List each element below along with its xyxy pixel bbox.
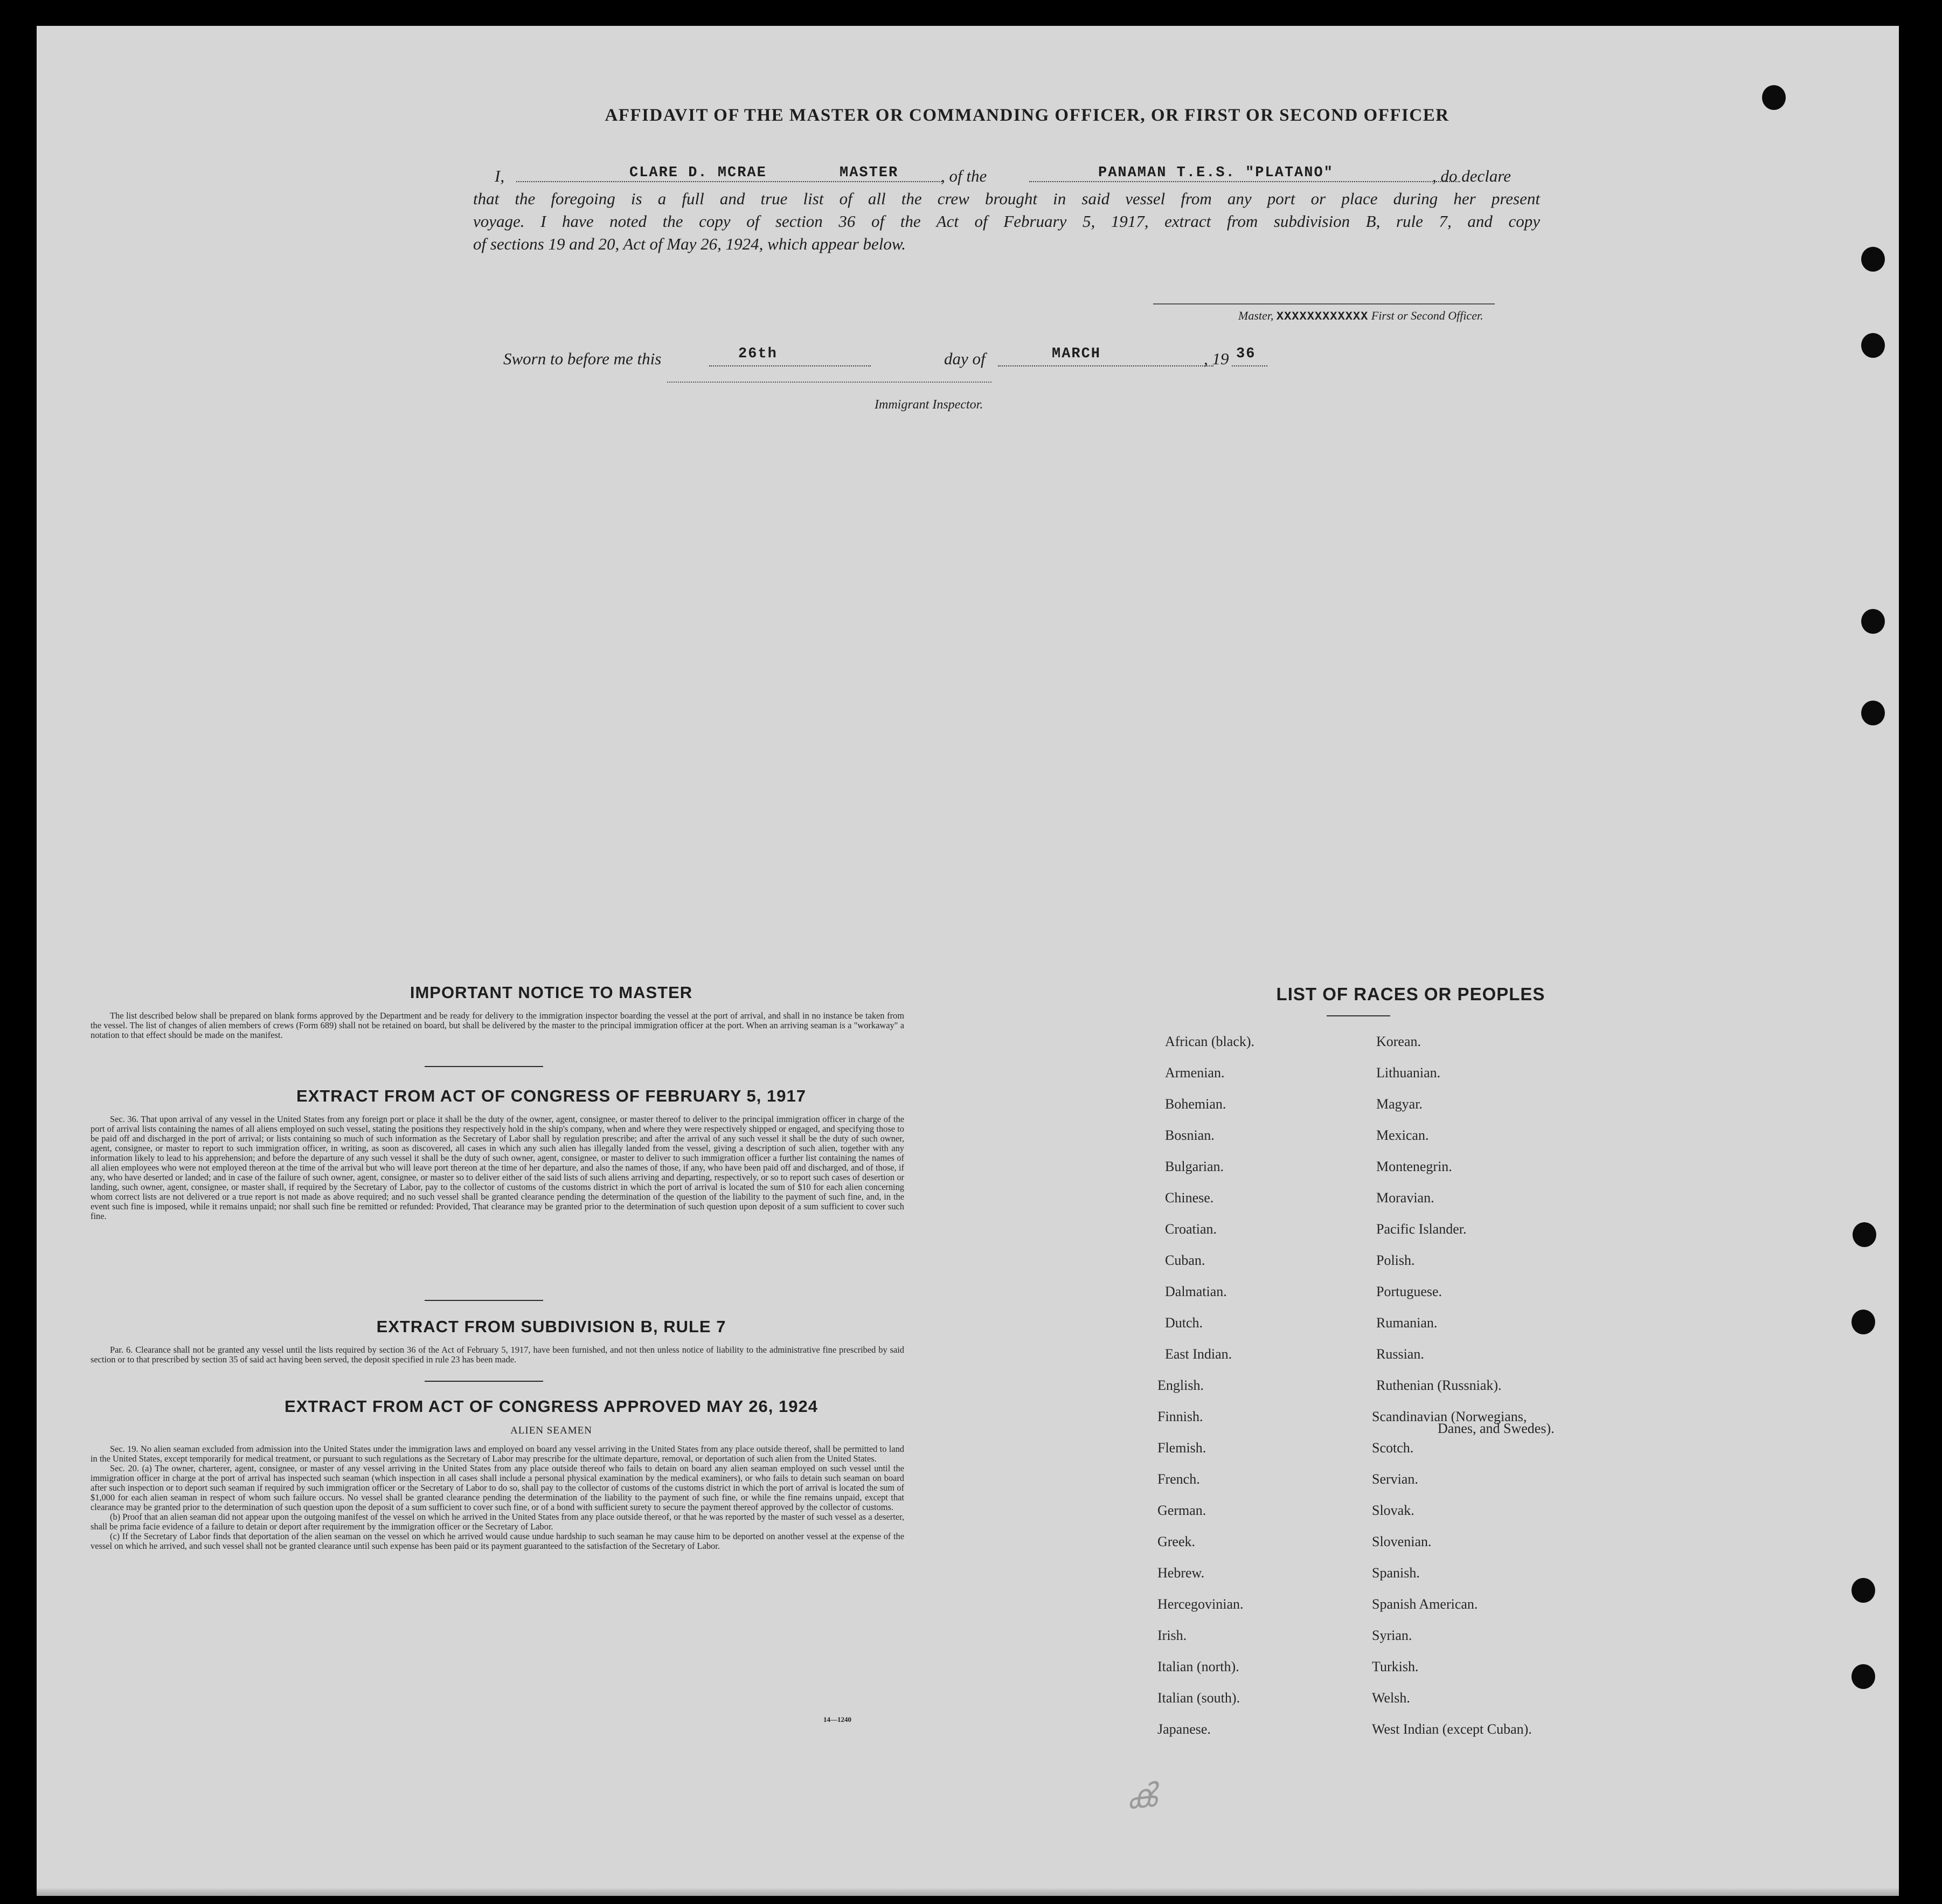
signature-line (1153, 303, 1495, 304)
race-item: Armenian. (1165, 1065, 1225, 1081)
sworn-line (503, 346, 1290, 373)
race-item: Rumanian. (1376, 1315, 1438, 1331)
document-page (37, 26, 1899, 1896)
race-item: French. (1157, 1471, 1200, 1487)
punch-hole (1861, 333, 1885, 358)
race-item: Japanese. (1157, 1721, 1211, 1737)
day-of-label: day of (944, 349, 986, 368)
rule-7-title: EXTRACT FROM SUBDIVISION B, RULE 7 (376, 1317, 726, 1336)
signature-caption-officer: First or Second Officer. (1371, 309, 1483, 322)
race-item: Irish. (1157, 1628, 1187, 1643)
race-item: Mexican. (1376, 1127, 1429, 1143)
race-item: Welsh. (1372, 1690, 1410, 1706)
race-item: Slovak. (1372, 1503, 1414, 1518)
day-blank (709, 365, 871, 366)
race-item: West Indian (except Cuban). (1372, 1721, 1532, 1737)
section-divider (425, 1381, 543, 1382)
declaration-line-2: that the foregoing is a full and true list of all the crew brought in said vessel from any port or place during her present (473, 189, 1540, 208)
sworn-day: 26th (738, 346, 778, 362)
extract-1917-text (91, 1114, 904, 1289)
extract-1917-title: EXTRACT FROM ACT OF CONGRESS OF FEBRUARY 5, 1917 (296, 1086, 806, 1105)
section-20a-paragraph: Sec. 20. (a) The owner, charterer, agent, consignee, or master of any vessel arriving in the United States from any place outside thereof who fails to detain on board any alien seaman employed on such vessel until the immigration officer in charge at the port of arrival has inspected such seaman (which inspection in all cases shall include a personal physical examination by the medical examiners), or who fails to detain such seaman on board after such inspection or to deport such seaman if required by such immigration officer or the Secretary of Labor to do so, shall pay to the collector of customs of the customs district in which the port of arrival is located the sum of $1,000 for each alien seaman in respect of whom such failure occurs. No vessel shall be granted clearance pending the determination of the liability to the payment of such fine, or while the fine remains unpaid, except that clearance may be granted prior to the determination of such question upon the deposit of a sum sufficient to cover such fine, or of a bond with sufficient surety to secure the payment thereof approved by the collector of customs. (91, 1463, 904, 1512)
race-item: Syrian. (1372, 1628, 1412, 1643)
rule-7-paragraph: Par. 6. Clearance shall not be granted any vessel until the lists required by section 36 of the Act of February 5, 1917, have been furnished, and not then unless notice of liability to the administrative fine prescribed by said section or to that prescribed by section 35 of said act having been served, the deposit specified in rule 23 has been made. (91, 1345, 904, 1365)
extract-1924-title: EXTRACT FROM ACT OF CONGRESS APPROVED MAY 26, 1924 (285, 1397, 818, 1416)
punch-hole (1861, 609, 1885, 634)
race-item: Greek. (1157, 1534, 1196, 1549)
race-item: English. (1157, 1377, 1204, 1393)
race-item: Flemish. (1157, 1440, 1206, 1456)
race-item: Scandinavian (Norwegians, (1372, 1409, 1527, 1424)
page-edge (37, 1888, 1899, 1896)
race-item: Pacific Islander. (1376, 1221, 1467, 1237)
race-item: Italian (south). (1157, 1690, 1240, 1706)
punch-hole (1853, 1222, 1876, 1247)
signature-caption (1238, 309, 1483, 323)
section-20c-paragraph: (c) If the Secretary of Labor finds that deportation of the alien seaman on the vessel on which he arrived would cause undue hardship to such seaman he may cause him to be deported on another vessel at the expense of the vessel on which he arrived, and such vessel shall not be granted clearance until such expense has been paid or its payment guaranteed to the satisfaction of the Secretary of Labor. (91, 1531, 904, 1551)
punch-hole (1851, 1664, 1875, 1689)
race-item: Bosnian. (1165, 1127, 1215, 1143)
race-item: Magyar. (1376, 1096, 1423, 1112)
race-item: Lithuanian. (1376, 1065, 1441, 1081)
sworn-month: MARCH (1052, 346, 1101, 362)
sworn-prefix: Sworn to before me this (503, 349, 662, 368)
race-item: Portuguese. (1376, 1284, 1442, 1299)
declaration-line-3: voyage. I have noted the copy of section 36 of the Act of February 5, 1917, extract from subdivision B, rule 7, and copy (473, 212, 1540, 231)
declaration-line-4: of sections 19 and 20, Act of May 26, 1924, which appear below. (473, 234, 906, 253)
race-item: Hebrew. (1157, 1565, 1205, 1581)
section-19-paragraph: Sec. 19. No alien seaman excluded from admission into the United States under the immigration laws and employed on board any vessel arriving in the United States from any place outside thereof, shall be permitted to land in the United States, except temporarily for medical treatment, or pursuant to such regulations as the Secretary of Labor may prescribe for the ultimate departure, removal, or deportation of such alien from the United States. (91, 1444, 904, 1464)
race-item: Spanish. (1372, 1565, 1420, 1581)
vessel-name: PANAMAN T.E.S. "PLATANO" (1098, 165, 1334, 181)
master-name: CLARE D. MCRAE (629, 165, 767, 181)
race-item-continuation: Danes, and Swedes). (1438, 1421, 1555, 1436)
do-declare-label: , do declare (1432, 167, 1511, 185)
punch-hole (1861, 701, 1885, 725)
race-item: Slovenian. (1372, 1534, 1432, 1549)
race-item: Bulgarian. (1165, 1159, 1224, 1174)
race-item: Moravian. (1376, 1190, 1434, 1206)
race-item: East Indian. (1165, 1346, 1232, 1362)
race-item: Polish. (1376, 1252, 1415, 1268)
affidavit-title: AFFIDAVIT OF THE MASTER OR COMMANDING OFFICER, OR FIRST OR SECOND OFFICER (605, 106, 1449, 125)
race-item: Finnish. (1157, 1409, 1203, 1424)
signature-caption-master: Master, (1238, 309, 1274, 322)
declaration (473, 165, 1540, 255)
race-item: Dutch. (1165, 1315, 1203, 1331)
year-prefix: , 19 (1204, 349, 1229, 368)
race-item: Spanish American. (1372, 1596, 1478, 1612)
notice-paragraph: The list described below shall be prepared on blank forms approved by the Department and be ready for delivery to the immigration inspector boarding the vessel at the port of arrival, and shall in no instance be taken from the vessel. The list of changes of alien members of crews (Form 689) shall not be retained on board, but shall be delivered by the master to the principal immigration officer at the port. When an arriving seaman is a "workaway" a notation to that effect should be made on the manifest. (91, 1010, 904, 1040)
race-item: Turkish. (1372, 1659, 1419, 1674)
notice-title: IMPORTANT NOTICE TO MASTER (410, 983, 693, 1002)
race-item: Ruthenian (Russniak). (1376, 1377, 1502, 1393)
month-blank (998, 365, 1213, 366)
rule-7-text (91, 1345, 904, 1376)
inspector-signature-line (667, 382, 991, 383)
race-item: Scotch. (1372, 1440, 1414, 1456)
races-divider (1327, 1015, 1390, 1016)
section-20b-paragraph: (b) Proof that an alien seaman did not appear upon the outgoing manifest of the vessel on which he arrived in the United States from any place outside thereof, or that he was reported by the master of such vessel as a deserter, shall be prima facie evidence of a failure to detain or deport after requirement by the immigration officer or the Secretary of Labor. (91, 1512, 904, 1532)
race-item: Croatian. (1165, 1221, 1217, 1237)
form-number: 14—1240 (823, 1715, 851, 1723)
race-item: African (black). (1165, 1034, 1255, 1049)
alien-seamen-subtitle: ALIEN SEAMEN (510, 1425, 592, 1436)
race-item: Chinese. (1165, 1190, 1214, 1206)
race-item: Korean. (1376, 1034, 1421, 1049)
race-item: Cuban. (1165, 1252, 1205, 1268)
race-item: Dalmatian. (1165, 1284, 1227, 1299)
races-title: LIST OF RACES OR PEOPLES (1276, 984, 1545, 1004)
section-36-paragraph: Sec. 36. That upon arrival of any vessel in the United States from any foreign port or place it shall be the duty of the owner, agent, consignee, or master thereof to deliver to the principal immigration officer in charge of the port of arrival lists containing the names of all aliens employed on such vessel, stating the positions they respectively hold in the ship's company, when and where they were respectively shipped or engaged, and specifying those to be paid off and discharged in the port of arrival; or lists containing so much of such information as the Secretary of Labor shall by regulation prescribe; and after the arrival of any such vessel it shall be the duty of such owner, agent, consignee, or master to report to such immigration officer, in writing, as soon as discovered, all cases in which any such alien has illegally landed from the vessel, giving a description of such alien, together with any information likely to lead to his apprehension; and before the departure of any such vessel it shall be the duty of such owner, agent, consignee, or master to deliver to such immigration officer a further list containing the names of all alien employees who were not employed thereon at the time of the arrival but who will leave port thereon at the time of her departure, and also the names of those, if any, who have been paid off and discharged, and of those, if any, who have deserted or landed; and in case of the failure of such owner, agent, consignee, or master so to deliver either of the said lists of such aliens arriving and departing, respectively, or so to report such cases of desertion or landing, such owner, agent, consignee, or master shall, if required by the Secretary of Labor, pay to the collector of customs of the customs district in which the port of arrival is located the sum of $10 for each alien concerning whom correct lists are not delivered or a true report is not made as above required; and no such vessel shall be granted clearance pending the determination of the question of the liability to the payment of such fine, and, in the event such fine is imposed, while it remains unpaid; nor shall such fine be remitted or refunded: Provided, That clearance may be granted prior to the determination of such question upon deposit of a sum sufficient to cover such fine. (91, 1114, 904, 1221)
race-item: Montenegrin. (1376, 1159, 1452, 1174)
extract-1924-text (91, 1444, 904, 1703)
punch-hole (1851, 1578, 1875, 1603)
of-the-label: , of the (941, 167, 987, 185)
race-item: Italian (north). (1157, 1659, 1239, 1674)
declaration-i: I, (495, 167, 505, 185)
punch-hole (1762, 85, 1786, 110)
sworn-year: 36 (1236, 346, 1256, 362)
master-rank: MASTER (840, 165, 899, 181)
punch-hole (1861, 247, 1885, 272)
inspector-caption: Immigrant Inspector. (875, 398, 983, 412)
race-item: Russian. (1376, 1346, 1424, 1362)
race-item: German. (1157, 1503, 1206, 1518)
year-blank (1232, 365, 1267, 366)
punch-hole (1851, 1310, 1875, 1334)
notice-text (91, 1011, 904, 1046)
handwritten-mark: ൿ (1123, 1777, 1158, 1816)
race-item: Hercegovinian. (1157, 1596, 1244, 1612)
section-divider (425, 1066, 543, 1067)
declaration-line-1 (473, 165, 1540, 188)
signature-caption-strike: XXXXXXXXXXXX (1276, 310, 1369, 323)
section-divider (425, 1300, 543, 1301)
race-item: Bohemian. (1165, 1096, 1226, 1112)
race-item: Servian. (1372, 1471, 1418, 1487)
